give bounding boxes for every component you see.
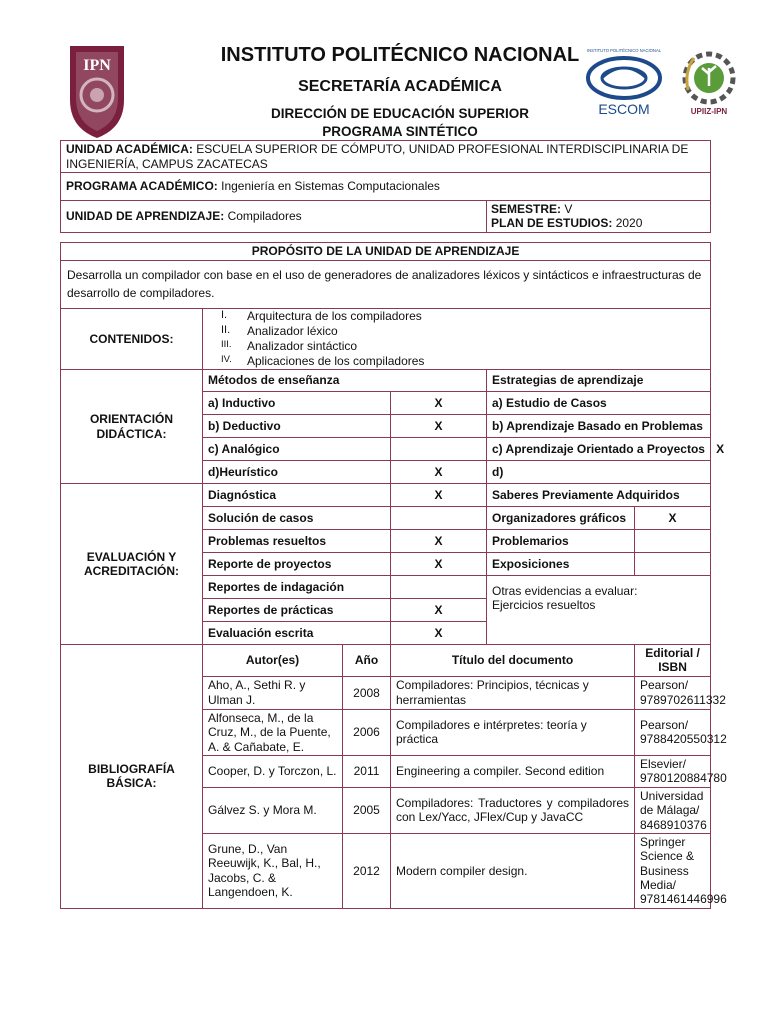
col-header-publisher: Editorial / ISBN bbox=[635, 645, 711, 677]
contents-label: CONTENIDOS: bbox=[61, 309, 203, 370]
strategies-header: Estrategias de aprendizaje bbox=[487, 370, 711, 392]
info-table bbox=[60, 140, 711, 233]
main-table bbox=[60, 242, 727, 909]
purpose-title-row bbox=[61, 243, 711, 261]
plan-value: 2020 bbox=[615, 216, 643, 231]
bibliography-header-row bbox=[61, 645, 711, 677]
evaluation-row: Evaluación escrita X bbox=[61, 622, 711, 645]
other-evidence-label: Otras evidencias a evaluar: bbox=[492, 584, 638, 598]
col-header-author: Autor(es) bbox=[203, 645, 343, 677]
bibliography-row: Grune, D., Van Reeuwijk, K., Bal, H., Jacobs, C. & Langendoen, K. 2012 Modern compiler design. Springer Science & Business Media/ 9781461446996 bbox=[61, 833, 711, 908]
semester-label: SEMESTRE: bbox=[491, 202, 562, 216]
bibliography-row: Alfonseca, M., de la Cruz, M., de la Puente, A. & Cañabate, E. 2006 Compiladores e intérpretes: teoría y práctica Pearson/ 9788420550312 bbox=[61, 709, 711, 755]
ipn-logo bbox=[66, 40, 128, 140]
bibliography-label: BIBLIOGRAFÍA BÁSICA: bbox=[61, 645, 203, 909]
secretariat-title: SECRETARÍA ACADÉMICA bbox=[298, 78, 502, 95]
program-label: PROGRAMA ACADÉMICO: bbox=[66, 179, 218, 194]
plan-label: PLAN DE ESTUDIOS: bbox=[491, 216, 613, 231]
direction-title: DIRECCIÓN DE EDUCACIÓN SUPERIOR bbox=[270, 106, 530, 121]
evaluation-row: Reportes de prácticas X bbox=[61, 599, 711, 622]
orientation-row: d)Heurístico X d) bbox=[61, 461, 711, 484]
document-header bbox=[0, 0, 768, 140]
unit-value: ESCUELA SUPERIOR DE CÓMPUTO, UNIDAD PROFESIONAL INTERDISCIPLINARIA DE INGENIERÍA, CAMPUS ZACATECAS bbox=[66, 142, 689, 171]
orientation-label: ORIENTACIÓN DIDÁCTICA: bbox=[61, 370, 203, 484]
svg-text:IPN: IPN bbox=[83, 57, 111, 74]
purpose-text-row bbox=[61, 261, 711, 309]
unit-label: UNIDAD ACADÉMICA: bbox=[66, 142, 193, 157]
program-row bbox=[61, 173, 711, 201]
program-type-title: PROGRAMA SINTÉTICO bbox=[322, 124, 478, 139]
svg-text:ESCOM: ESCOM bbox=[598, 101, 650, 117]
orientation-row: b) Deductivo X b) Aprendizaje Basado en Problemas bbox=[61, 415, 711, 438]
program-value: Ingeniería en Sistemas Computacionales bbox=[221, 179, 440, 194]
purpose-text: Desarrolla un compilador con base en el uso de generadores de analizadores léxicos y sintácticos e infraestructuras de desarrollo de compiladores. bbox=[61, 261, 711, 309]
learning-unit-label: UNIDAD DE APRENDIZAJE: bbox=[66, 209, 225, 224]
evaluation-label: EVALUACIÓN Y ACREDITACIÓN: bbox=[61, 484, 203, 645]
contents-item: II. Analizador léxico bbox=[221, 324, 338, 338]
svg-text:UPIIZ-IPN: UPIIZ-IPN bbox=[690, 107, 728, 116]
contents-row bbox=[61, 309, 711, 370]
contents-list bbox=[207, 309, 706, 369]
orientation-row: a) Inductivo X a) Estudio de Casos bbox=[61, 392, 711, 415]
contents-item: IV. Aplicaciones de los compiladores bbox=[221, 354, 425, 368]
other-evidence bbox=[487, 576, 711, 645]
col-header-year: Año bbox=[343, 645, 391, 677]
orientation-header-row bbox=[61, 370, 711, 392]
contents-item: I. Arquitectura de los compiladores bbox=[221, 309, 422, 323]
upiiz-logo bbox=[674, 50, 744, 118]
evaluation-row: Reportes de indagación Otras evidencias a evaluar: Ejercicios resueltos bbox=[61, 576, 711, 599]
other-evidence-value: Ejercicios resueltos bbox=[492, 598, 596, 613]
contents-item: III. Analizador sintáctico bbox=[221, 339, 358, 353]
semester-value: V bbox=[564, 202, 573, 216]
escom-logo bbox=[584, 46, 664, 118]
bibliography-row: Cooper, D. y Torczon, L. 2011 Engineering a compiler. Second edition Elsevier/ 9780120884780 bbox=[61, 755, 711, 787]
evaluation-row: EVALUACIÓN Y ACREDITACIÓN: Diagnóstica X Saberes Previamente Adquiridos bbox=[61, 484, 711, 507]
orientation-row: c) Analógico c) Aprendizaje Orientado a Proyectos X bbox=[61, 438, 711, 461]
learning-unit-value: Compiladores bbox=[227, 209, 302, 224]
unit-row bbox=[61, 141, 711, 173]
evaluation-row: Reporte de proyectos X Exposiciones bbox=[61, 553, 711, 576]
learning-unit-row bbox=[61, 201, 711, 233]
evaluation-row: Problemas resueltos X Problemarios bbox=[61, 530, 711, 553]
col-header-title: Título del documento bbox=[391, 645, 635, 677]
evaluation-row: Solución de casos Organizadores gráficos X bbox=[61, 507, 711, 530]
bibliography-row: Gálvez S. y Mora M. 2005 Compiladores: Traductores y compiladores con Lex/Yacc, JFlex/Cup y JavaCC Universidad de Málaga/ 8468910376 bbox=[61, 787, 711, 833]
bibliography-row: Aho, A., Sethi R. y Ulman J. 2008 Compiladores: Principios, técnicas y herramientas Pearson/ 9789702611332 bbox=[61, 676, 711, 709]
institution-title: INSTITUTO POLITÉCNICO NACIONAL bbox=[220, 44, 580, 66]
purpose-title: PROPÓSITO DE LA UNIDAD DE APRENDIZAJE bbox=[61, 243, 711, 261]
methods-header: Métodos de enseñanza bbox=[203, 370, 487, 392]
svg-text:INSTITUTO POLITÉCNICO NACIONAL: INSTITUTO POLITÉCNICO NACIONAL bbox=[586, 48, 662, 53]
